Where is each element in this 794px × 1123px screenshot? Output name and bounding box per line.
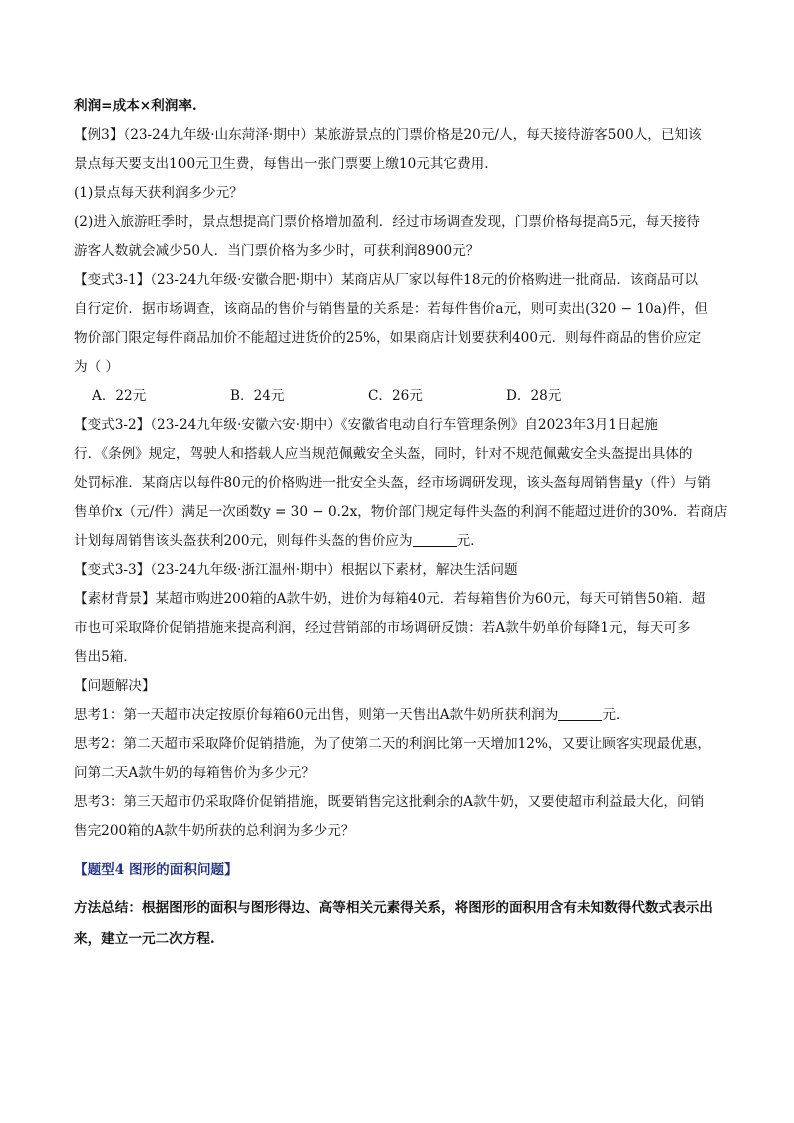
variant-3-1-line-4: 为（ ）: [74, 359, 120, 375]
variant-3-2-line-1: 【变式3-2】（23-24九年级·安徽六安·期中）《安徽省电动自行车管理条例》自2023年3月1日起施: [74, 417, 658, 433]
variant-3-1-line-2: 自行定价．据市场调查，该商品的售价与销售量的关系是：若每件售价a元，则可卖出(320 − 10a)件，但: [74, 301, 708, 317]
variant-3-1-choices: [74, 382, 724, 411]
variant-3-2-line-3: 处罚标准．某商店以每件80元的价格购进一批安全头盔，经市场调研发现，该头盔每周销售量y（件）与销: [74, 475, 711, 491]
example-3-line-1: 【例3】（23-24九年级·山东菏泽·期中）某旅游景点的门票价格是20元/人，每天接待游客500人，已知该: [74, 127, 702, 143]
choice-c: C．26元: [368, 388, 423, 404]
example-3-question-1: (1)景点每天获利润多少元？: [74, 185, 243, 201]
material-background-line-3: 售出5箱．: [74, 649, 138, 665]
variant-3-2-line-2: 行．《条例》规定，驾驶人和搭载人应当规范佩戴安全头盔，同时，针对不规范佩戴安全头盔提出具体的: [74, 446, 693, 462]
answer-blank: [413, 532, 457, 547]
variant-3-1-line-3: 物价部门限定每件商品加价不能超过进货价的25%，如果商店计划要获利400元．则每件商品的售价应定: [74, 330, 702, 346]
method-summary: 方法总结：根据图形的面积与图形得边、高等相关元素得关系，将图形的面积用含有未知数得代数式表示出来，建立一元二次方程.: [74, 900, 713, 947]
think-2-line-2: 问第二天A款牛奶的每箱售价为多少元？: [74, 765, 315, 781]
think-2-line-1: 思考2：第二天超市采取降价促销措施，为了使第二天的利润比第一天增加12%，又要让顾客实现最优惠，: [74, 736, 711, 752]
choice-a: A．22元: [92, 388, 147, 404]
example-3-question-2-line-1: (2)进入旅游旺季时，景点想提高门票价格增加盈利．经过市场调查发现，门票价格每提高5元，每天接待: [74, 214, 701, 230]
think-3-line-2: 售完200箱的A款牛奶所获的总利润为多少元？: [74, 823, 355, 839]
variant-3-3-line-1: 【变式3-3】（23-24九年级·浙江温州·期中）根据以下素材，解决生活问题: [74, 562, 518, 578]
think-1: [74, 701, 724, 730]
material-background-line-2: 市也可采取降价促销措施来提高利润，经过营销部的市场调研反馈：若A款牛奶单价每降1元，每天可多: [74, 620, 691, 636]
document-content: [74, 92, 728, 955]
material-background-line-1: 【素材背景】某超市购进200箱的A款牛奶，进价为每箱40元．若每箱售价为60元，每天可销售50箱．超: [74, 591, 706, 607]
choice-d: D．28元: [506, 388, 562, 404]
section-4-title: 【题型4 图形的面积问题】: [74, 862, 238, 878]
variant-3-2-line-4: 售单价x（元/件）满足一次函数y = 30 − 0.2x，物价部门规定每件头盔的利润不能超过进价的30%．若商店: [74, 504, 728, 520]
example-3-line-2: 景点每天要支出100元卫生费，每售出一张门票要上缴10元其它费用.: [74, 156, 489, 172]
variant-3-2-line-5-text: 计划每周销售该头盔获利200元，则每件头盔的售价应为: [74, 533, 413, 549]
think-3-line-1: 思考3：第三天超市仍采取降价促销措施，既要销售完这批剩余的A款牛奶，又要使超市利益最大化，问销: [74, 794, 705, 810]
example-3-question-2-line-2: 游客人数就会减少50人．当门票价格为多少时，可获利润8900元？: [74, 243, 480, 259]
think-1-tail: 元．: [602, 707, 630, 723]
choice-b: B．24元: [230, 388, 285, 404]
intro-formula: 利润=成本×利润率.: [74, 98, 197, 114]
variant-3-2-line-5-tail: 元．: [456, 533, 484, 549]
variant-3-1-line-1: 【变式3-1】（23-24九年级·安徽合肥·期中）某商店从厂家以每件18元的价格购进一批商品．该商品可以: [74, 272, 698, 288]
think-1-text: 思考1：第一天超市决定按原价每箱60元出售，则第一天售出A款牛奶所获利润为: [74, 707, 559, 723]
problem-solving-heading: 【问题解决】: [74, 678, 156, 694]
variant-3-2-line-5: [74, 527, 724, 556]
answer-blank: [558, 706, 602, 721]
